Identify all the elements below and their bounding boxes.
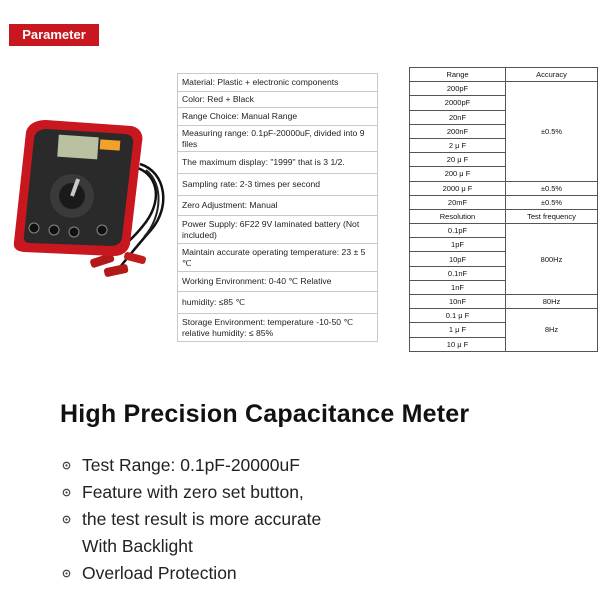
range-cell: 20mF bbox=[410, 195, 506, 209]
range-cell: 20nF bbox=[410, 110, 506, 124]
spec-cell: Working Environment: 0-40 ℃ Relative bbox=[178, 272, 378, 292]
range-header: Range bbox=[410, 68, 506, 82]
spec-cell: Sampling rate: 2-3 times per second bbox=[178, 174, 378, 196]
spec-cell: The maximum display: "1999" that is 3 1/2. bbox=[178, 152, 378, 174]
spec-cell: humidity: ≤85 ℃ bbox=[178, 292, 378, 314]
spec-row bbox=[178, 152, 378, 174]
range-cell: 2000 μ F bbox=[410, 181, 506, 195]
range-cell: 200 μ F bbox=[410, 167, 506, 181]
spec-row bbox=[178, 272, 378, 292]
spec-cell: Material: Plastic + electronic components bbox=[178, 74, 378, 92]
resolution-cell: 1 μ F bbox=[410, 323, 506, 337]
spec-cell: Color: Red + Black bbox=[178, 92, 378, 108]
spec-row bbox=[178, 108, 378, 126]
parameter-badge: Parameter bbox=[9, 24, 99, 46]
feature-text: Overload Protection bbox=[82, 563, 237, 583]
feature-text: the test result is more accurate bbox=[82, 509, 322, 529]
meter-body bbox=[14, 120, 143, 256]
spec-row bbox=[178, 174, 378, 196]
frequency-cell: 80Hz bbox=[506, 295, 598, 309]
range-cell: 200pF bbox=[410, 82, 506, 96]
spec-row bbox=[178, 292, 378, 314]
accuracy-cell: ±0.5% bbox=[506, 195, 598, 209]
spec-cell: Maintain accurate operating temperature: 23 ± 5 ℃ bbox=[178, 244, 378, 272]
spec-cell: Power Supply: 6F22 9V laminated battery (Not included) bbox=[178, 216, 378, 244]
table-header-row bbox=[410, 68, 598, 82]
resolution-cell: 10pF bbox=[410, 252, 506, 266]
product-title: High Precision Capacitance Meter bbox=[60, 400, 470, 428]
resolution-cell: 0.1nF bbox=[410, 266, 506, 280]
resolution-cell: 0.1 μ F bbox=[410, 309, 506, 323]
gear-bullet-icon bbox=[62, 488, 71, 497]
feature-text: With Backlight bbox=[82, 536, 193, 556]
feature-text: Feature with zero set button, bbox=[82, 482, 304, 502]
spec-row bbox=[178, 74, 378, 92]
resolution-cell: 1nF bbox=[410, 280, 506, 294]
resolution-header: Resolution bbox=[410, 209, 506, 223]
spec-row bbox=[178, 244, 378, 272]
spec-cell: Storage Environment: temperature -10-50 ℃ relative humidity: ≤ 85% bbox=[178, 314, 378, 342]
resolution-cell: 10nF bbox=[410, 295, 506, 309]
spec-row bbox=[178, 126, 378, 152]
feature-item bbox=[62, 563, 321, 590]
feature-item bbox=[62, 536, 321, 563]
table-header-row bbox=[410, 209, 598, 223]
range-cell: 2 μ F bbox=[410, 138, 506, 152]
table-row bbox=[410, 224, 598, 238]
gear-bullet-icon bbox=[62, 569, 71, 578]
table-row bbox=[410, 309, 598, 323]
range-cell: 200nF bbox=[410, 124, 506, 138]
table-row bbox=[410, 295, 598, 309]
feature-list bbox=[62, 455, 321, 590]
spec-row bbox=[178, 314, 378, 342]
table-row bbox=[410, 195, 598, 209]
table-row bbox=[410, 181, 598, 195]
range-cell: 20 μ F bbox=[410, 153, 506, 167]
spec-row bbox=[178, 196, 378, 216]
feature-item bbox=[62, 509, 321, 536]
accuracy-header: Accuracy bbox=[506, 68, 598, 82]
accuracy-cell: ±0.5% bbox=[506, 82, 598, 181]
feature-item bbox=[62, 482, 321, 509]
spec-row bbox=[178, 92, 378, 108]
spec-row bbox=[178, 216, 378, 244]
multimeter-image bbox=[6, 112, 172, 282]
feature-text: Test Range: 0.1pF-20000uF bbox=[82, 455, 300, 475]
spec-cell: Range Choice: Manual Range bbox=[178, 108, 378, 126]
spec-cell: Zero Adjustment: Manual bbox=[178, 196, 378, 216]
frequency-cell: 8Hz bbox=[506, 309, 598, 352]
resolution-cell: 1pF bbox=[410, 238, 506, 252]
frequency-cell: 800Hz bbox=[506, 224, 598, 295]
gear-bullet-icon bbox=[62, 461, 71, 470]
feature-item bbox=[62, 455, 321, 482]
range-accuracy-table bbox=[409, 67, 598, 352]
resolution-cell: 0.1pF bbox=[410, 224, 506, 238]
gear-bullet-icon bbox=[62, 515, 71, 524]
frequency-header: Test frequency bbox=[506, 209, 598, 223]
accuracy-cell: ±0.5% bbox=[506, 181, 598, 195]
resolution-cell: 10 μ F bbox=[410, 337, 506, 351]
table-row bbox=[410, 82, 598, 96]
spec-cell: Measuring range: 0.1pF-20000uF, divided into 9 files bbox=[178, 126, 378, 152]
spec-table bbox=[177, 73, 378, 342]
range-cell: 2000pF bbox=[410, 96, 506, 110]
